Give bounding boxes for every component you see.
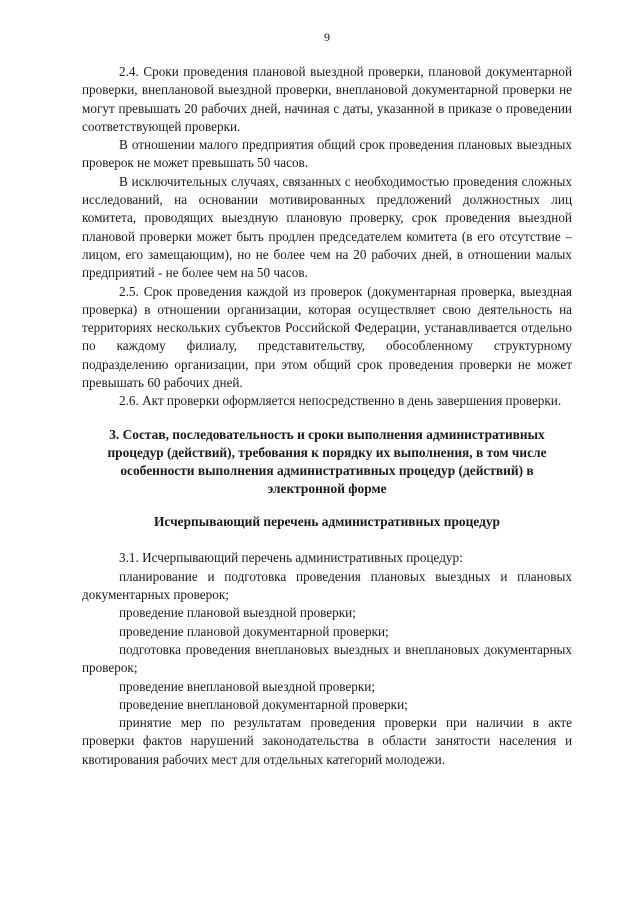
list-item: проведение плановой документарной проверки; [119,623,389,639]
list-item: принятие мер по результатам проведения проверки при наличии в акте проверки фактов нарушений законодательства в области занятости населения и квотирования рабочих мест для отдельных категорий молодежи. [82,715,572,767]
paragraph-small-enterprise: В отношении малого предприятия общий срок проведения плановых выездных проверок не может превышать 50 часов. [82,137,572,171]
section-title: 3. Состав, последовательность и сроки выполнения административных процедур (действий), требования к порядку их выполнения, в том числе особенности выполнения административных процедур (действий) в электронной форме [107,426,547,497]
subsection-title: Исчерпывающий перечень административных процедур [153,514,500,530]
paragraph-2-6: 2.6. Акт проверки оформляется непосредственно в день завершения проверки. [119,393,562,409]
paragraph-exceptional-cases: В исключительных случаях, связанных с необходимостью проведения сложных исследований, на основании мотивированных предложений должностных лиц комитета, проводящих выездную плановую проверку, срок проведения выездной плановой проверки может быть продлен председателем комитета (в его отсутствие – лицом, его замещающим), но не более чем на 20 рабочих дней, в отношении малых предприятий - не более чем на 50 часов. [82,173,572,281]
page-number: 9 [324,30,330,44]
list-item: проведение внеплановой выездной проверки; [119,678,376,694]
list-item: проведение плановой выездной проверки; [119,605,356,621]
paragraph-2-5: 2.5. Срок проведения каждой из проверок (документарная проверка, выездная проверка) в отношении организации, которая осуществляет свою деятельность на территориях нескольких субъектов Российской Федерации, устанавливается отдельно по каждому филиалу, представительству, обособленному структурному подразделению организации, при этом общий срок проведения проверки не может превышать 60 рабочих дней. [82,283,572,391]
document-page [82,30,572,769]
list-item: планирование и подготовка проведения плановых выездных и плановых документарных проверок; [82,568,572,603]
list-item: проведение внеплановой документарной проверки; [119,696,408,712]
list-item: подготовка проведения внеплановых выездных и внеплановых документарных проверок; [82,641,572,676]
list-intro: 3.1. Исчерпывающий перечень административных процедур: [119,550,463,566]
paragraph-2-4: 2.4. Сроки проведения плановой выездной проверки, плановой документарной проверки, внеплановой выездной проверки, внеплановой документарной проверки не могут превышать 20 рабочих дней, начиная с даты, указанной в приказе о проведении соответствующей проверки. [82,64,572,134]
